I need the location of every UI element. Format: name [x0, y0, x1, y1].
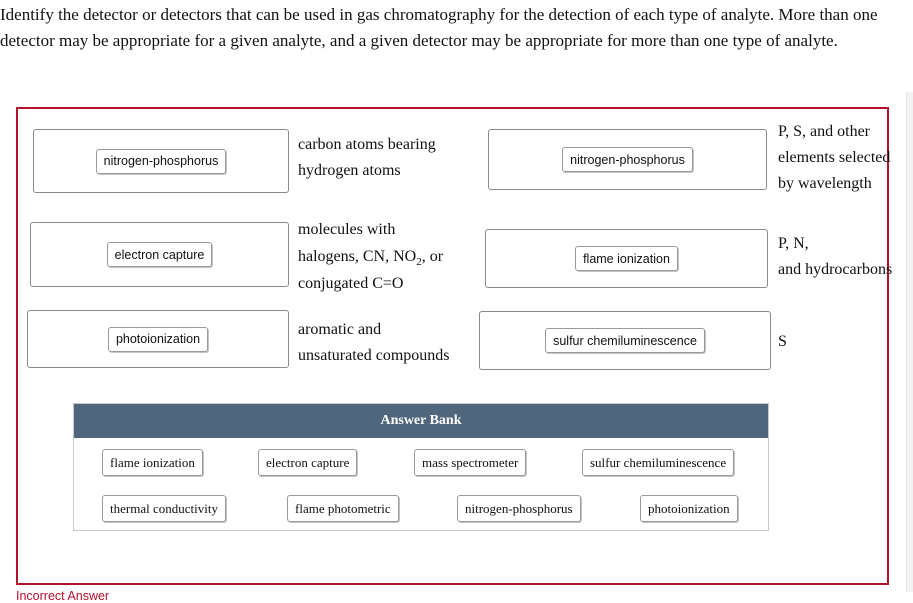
bank-chip-electron-capture[interactable]: electron capture — [258, 449, 357, 476]
analyte-label-halogens: molecules with halogens, CN, $NO_2$, or conjugated C=O — [298, 221, 444, 292]
dropzone-halogens[interactable] — [30, 222, 289, 287]
analyte-label-sulfur: S — [778, 333, 787, 350]
dropzone-carbon-hydrogen[interactable] — [33, 129, 289, 193]
scrollbar[interactable] — [906, 92, 913, 592]
analyte-label-aromatic: aromatic and unsaturated compounds — [298, 321, 450, 364]
placed-chip[interactable]: sulfur chemiluminescence — [545, 328, 705, 353]
placed-chip[interactable]: nitrogen-phosphorus — [96, 149, 227, 174]
bank-chip-flame-ionization[interactable]: flame ionization — [102, 449, 203, 476]
bank-chip-thermal-conductivity[interactable]: thermal conductivity — [102, 495, 226, 522]
instructions-text: Identify the detector or detectors that can be used in gas chromatography for the detection of each type of analyte. More than one detector may be appropriate for a given analyte, and a given detector may be appropriate for more than one type of analyte. — [0, 5, 878, 50]
analyte-label-p-s-elements: P, S, and other elements selected by wavelength — [778, 123, 891, 192]
status-message: Incorrect Answer — [16, 589, 110, 603]
dropzone-sulfur[interactable] — [479, 311, 771, 370]
bank-chip-sulfur-chemiluminescence[interactable]: sulfur chemiluminescence — [582, 449, 734, 476]
placed-chip[interactable]: nitrogen-phosphorus — [562, 147, 693, 172]
placed-chip[interactable]: photoionization — [108, 327, 208, 352]
answer-bank-title: Answer Bank — [74, 404, 768, 438]
dropzone-p-n-hydrocarbons[interactable] — [485, 229, 768, 288]
bank-chip-flame-photometric[interactable]: flame photometric — [287, 495, 399, 522]
placed-chip[interactable]: electron capture — [107, 242, 213, 267]
analyte-label-carbon-hydrogen: carbon atoms bearing hydrogen atoms — [298, 136, 436, 179]
analyte-label-p-n-hydrocarbons: P, N, and hydrocarbons — [778, 235, 893, 278]
answer-bank — [73, 403, 769, 531]
placed-chip[interactable]: flame ionization — [575, 246, 678, 271]
dropzone-p-s-elements[interactable] — [488, 129, 767, 190]
dropzone-aromatic[interactable] — [27, 310, 289, 368]
bank-chip-nitrogen-phosphorus[interactable]: nitrogen-phosphorus — [457, 495, 581, 522]
bank-chip-photoionization[interactable]: photoionization — [640, 495, 738, 522]
bank-chip-mass-spectrometer[interactable]: mass spectrometer — [414, 449, 526, 476]
